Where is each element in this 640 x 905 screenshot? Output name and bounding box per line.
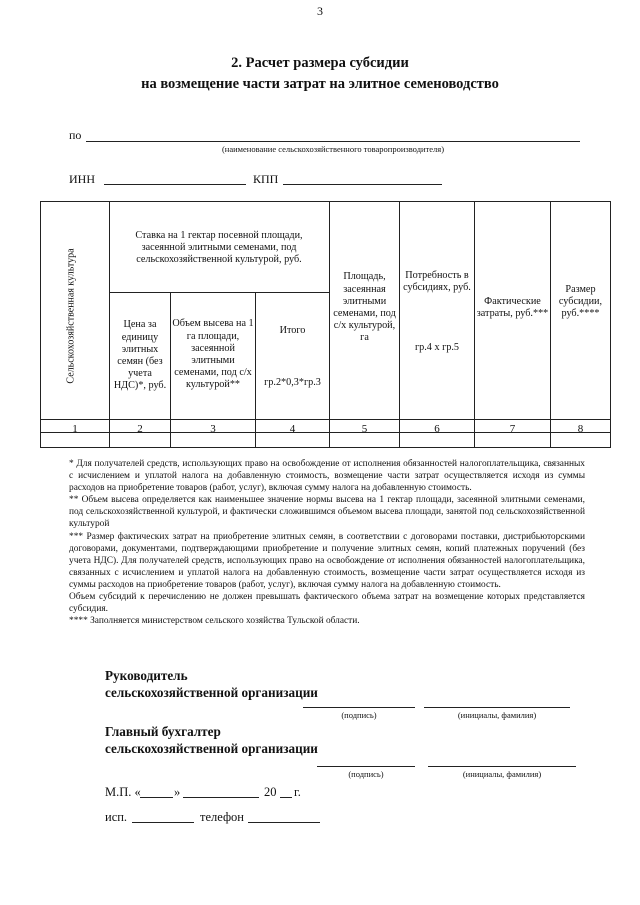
head-signature-field[interactable] — [303, 707, 415, 708]
phone-field[interactable] — [248, 822, 320, 823]
year-suffix: г. — [294, 785, 301, 799]
col-seeding-volume-header: Объем высева на 1 га площади, засеянной элитными семенами, под с/х культурой** — [172, 318, 254, 391]
col-need-header: Потребность в субсидиях, руб. — [403, 269, 471, 293]
col-number: 5 — [361, 423, 368, 435]
col-seed-price-header: Цена за единицу элитных семян (без учета НДС)*, руб. — [113, 319, 167, 392]
accountant-title-line1: Главный бухгалтер — [105, 724, 221, 739]
initials-caption: (инициалы, фамилия) — [462, 769, 542, 779]
col-total-header: Итого — [279, 324, 306, 336]
date-quote-close: » — [174, 785, 181, 799]
signature-caption: (подпись) — [348, 769, 384, 779]
col-number: 3 — [210, 423, 216, 435]
producer-name-caption: (наименование сельскохозяйственного товаропроизводителя) — [221, 144, 445, 154]
footnote: ** Объем высева определяется как наименьшее значение нормы высева на 1 гектар площади, засеянной элитными семенами, под сельскохозяйственной культурой, и фактически сложившимся объемом высева площади, занятой под сельскохозяйственной культурой — [69, 495, 585, 530]
accountant-signature-field[interactable] — [317, 766, 415, 767]
col-number: 7 — [509, 423, 516, 435]
date-year-field[interactable] — [280, 797, 292, 798]
accountant-title-line2: сельскохозяйственной организации — [105, 741, 318, 756]
page-subtitle: на возмещение части затрат на элитное семеноводство — [141, 76, 499, 92]
col-number: 6 — [434, 423, 440, 435]
kpp-field[interactable] — [283, 184, 442, 185]
col-total-formula: гр.2*0,3*гр.3 — [264, 376, 321, 388]
head-title-line2: сельскохозяйственной организации — [105, 685, 318, 700]
date-day-field[interactable] — [140, 797, 173, 798]
inn-label: ИНН — [69, 172, 95, 186]
phone-label: телефон — [200, 810, 244, 824]
table-cell-input[interactable] — [110, 433, 170, 447]
accountant-initials-field[interactable] — [428, 766, 576, 767]
inn-field[interactable] — [104, 184, 246, 185]
head-title-line1: Руководитель — [105, 668, 188, 683]
col-culture-header: Сельскохозяйственная культура — [65, 248, 77, 384]
executor-field[interactable] — [132, 822, 194, 823]
table-cell-input[interactable] — [256, 433, 329, 447]
kpp-label: КПП — [253, 172, 279, 186]
col-need-formula: гр.4 х гр.5 — [414, 341, 459, 353]
year-prefix: 20 — [264, 785, 277, 799]
table-cell-input[interactable] — [330, 433, 399, 447]
footnote: Объем субсидий к перечислению не должен превышать фактического объема затрат на возмещение которых представляется субсидия. — [69, 592, 585, 615]
footnote: * Для получателей средств, использующих право на освобождение от исполнения обязанностей налогоплательщика, связанных с исчислением и уплатой налога на добавленную стоимость, возмещение части затрат осуществляется исходя из суммы расходов на приобретение товаров (работ, услуг), включая сумму налога на добавленную стоимость. — [69, 459, 585, 494]
col-number: 2 — [137, 423, 143, 435]
mp-label: М.П. « — [105, 785, 141, 799]
col-number: 1 — [72, 423, 78, 435]
col-number: 4 — [289, 423, 296, 435]
col-rate-group-header: Ставка на 1 гектар посевной площади, засеянной элитными семенами, под сельскохозяйственной культурой, руб. — [135, 229, 303, 266]
table-cell-input[interactable] — [475, 433, 550, 447]
table-cell-input[interactable] — [41, 433, 109, 447]
table-cell-input[interactable] — [551, 433, 610, 447]
col-subsidy-header: Размер субсидии, руб.**** — [558, 283, 603, 320]
head-initials-field[interactable] — [424, 707, 570, 708]
col-actual-costs-header: Фактические затраты, руб.*** — [476, 295, 549, 319]
table-cell-input[interactable] — [400, 433, 474, 447]
footnote: **** Заполняется министерством сельского хозяйства Тульской области. — [69, 616, 360, 627]
po-label: по — [69, 128, 82, 142]
initials-caption: (инициалы, фамилия) — [457, 710, 537, 720]
footnote: *** Размер фактических затрат на приобретение элитных семян, в соответствии с договорами поставки, дистрибьюторскими договорами, документами, подтверждающими приобретение и получение элитных семян, копий платежных поручений (без учета НДС). Для получателей средств, использующих право на освобождение от исполнения обязанностей налогоплательщика, связанных с исчислением и уплатой налога на добавленную стоимость, возмещение части затрат осуществляется исходя из суммы расходов на приобретение товаров (работ, услуг), включая сумму налога на добавленную стоимость. — [69, 531, 585, 590]
col-area-header: Площадь, засеянная элитными семенами, под с/х культурой, га — [333, 271, 396, 344]
table-cell-input[interactable] — [171, 433, 255, 447]
page-title: 2. Расчет размера субсидии — [231, 55, 409, 71]
col-number: 8 — [577, 423, 584, 435]
date-month-field[interactable] — [183, 797, 259, 798]
footnotes — [69, 458, 585, 627]
producer-name-field[interactable] — [86, 141, 580, 142]
page-number: 3 — [317, 4, 323, 18]
signature-caption: (подпись) — [341, 710, 377, 720]
isp-label: исп. — [105, 810, 128, 824]
